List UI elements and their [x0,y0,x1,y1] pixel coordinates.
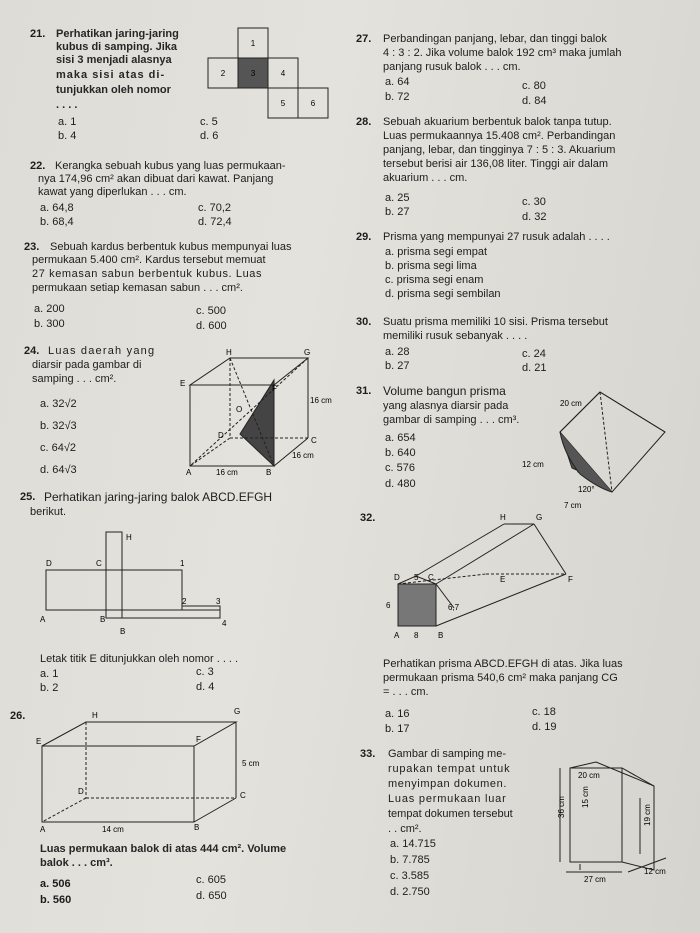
net-vertex-C: C [96,559,102,568]
q25-option-a[interactable]: a. 1 [40,668,59,680]
q29-number: 29. [356,231,372,243]
prism31-bottom-label: 7 cm [564,501,582,510]
q21-option-a[interactable]: a. 1 [58,116,77,128]
q21-line4: maka sisi atas di- [56,69,166,81]
cuboid-label-A: A [40,825,46,834]
q28-number: 28. [356,116,372,128]
q33-line5: tempat dokumen tersebut [388,808,513,820]
q33-option-d[interactable]: d. 2.750 [390,886,430,898]
cube-label-G: G [304,348,311,357]
q33-line4: Luas permukaan luar [388,793,507,805]
q24-option-b[interactable]: b. 32√3 [40,420,77,432]
q21-line6: . . . . [56,99,78,111]
prism31-side-label: 12 cm [522,460,544,469]
box-bottom-label: 27 cm [584,875,606,884]
q28-line4: tersebut berisi air 136,08 liter. Tinggi air dalam [383,158,609,170]
q30-option-a[interactable]: a. 28 [385,346,410,358]
q22-line3: kawat yang diperlukan . . . cm. [38,186,187,198]
q23-option-c[interactable]: c. 500 [196,305,226,317]
q28-line5: akuarium . . . cm. [383,172,468,184]
q28-option-d[interactable]: d. 32 [522,211,547,223]
q29-option-b[interactable]: b. prisma segi lima [385,260,477,272]
prism32-label-E: E [500,575,506,584]
q22-number: 22. [30,160,46,172]
cuboid-width-label: 14 cm [102,825,124,834]
box-depth-label: 12 cm [644,867,666,876]
q31-option-a[interactable]: a. 654 [385,432,416,444]
q22-option-d[interactable]: d. 72,4 [198,216,232,228]
q26-option-d[interactable]: d. 650 [196,890,227,902]
q21-line5: tunjukkan oleh nomor [56,84,171,96]
q23-line3: 27 kemasan sabun berbentuk kubus. Luas [32,268,263,280]
q22-option-c[interactable]: c. 70,2 [198,202,232,214]
q24-line2: diarsir pada gambar di [32,359,142,371]
q25-number: 25. [20,491,36,503]
q29-option-a[interactable]: a. prisma segi empat [385,246,488,258]
q24-line3: samping . . . cm². [32,373,117,385]
q22-option-b[interactable]: b. 68,4 [40,216,74,228]
q27-line1: Perbandingan panjang, lebar, dan tinggi balok [383,33,607,45]
q29-line1: Prisma yang mempunyai 27 rusuk adalah . . . . [383,231,610,243]
q25-line2: berikut. [30,506,67,518]
prism31-top-label: 20 cm [560,399,582,408]
cuboid-label-H: H [92,711,98,720]
cube-label-F: F [272,384,277,393]
q26-option-a[interactable]: a. 506 [40,878,71,890]
q28-line3: panjang, lebar, dan tingginya 7 : 5 : 3. Akuarium [383,144,616,156]
prism32-label-five: 5 [414,573,419,582]
q21-line1: Perhatikan jaring-jaring [56,28,179,40]
q33-line2: rupakan tempat untuk [388,763,511,775]
net-number-2: 2 [182,597,187,606]
cube-side-label-bottom: 16 cm [216,468,238,477]
prism-figure-q31 [520,392,690,516]
prism32-label-C: C [428,573,434,582]
net-vertex-H: H [126,533,132,542]
q30-option-b[interactable]: b. 27 [385,360,410,372]
q28-line2: Luas permukaannya 15.408 cm². Perbandingan [383,130,616,142]
net-label-5: 5 [280,99,286,108]
q32-line2: permukaan prisma 540,6 cm² maka panjang CG [383,672,618,684]
q26-line2: balok . . . cm³. [40,857,113,869]
q25-option-c[interactable]: c. 3 [196,666,214,678]
q25-line1: Perhatikan jaring-jaring balok ABCD.EFGH [44,490,273,504]
net-vertex-A: A [40,615,46,624]
q27-option-a[interactable]: a. 64 [385,76,410,88]
box-top-label: 20 cm [578,771,600,780]
q31-option-c[interactable]: c. 576 [385,462,415,474]
box-right-label: 19 cm [643,804,652,826]
net-label-6: 6 [310,99,316,108]
prism32-label-H: H [500,513,506,522]
q33-line1: Gambar di samping me- [388,748,506,760]
q33-option-c[interactable]: c. 3.585 [390,870,430,882]
q28-option-a[interactable]: a. 25 [385,192,410,204]
cube-label-C: C [311,436,317,445]
q24-number: 24. [24,345,40,357]
cube-label-B: B [266,468,272,477]
q33-number: 33. [360,748,376,760]
q21-number: 21. [30,28,46,40]
q24-option-c[interactable]: c. 64√2 [40,442,77,454]
cuboid-label-F: F [196,735,201,744]
q24-option-a[interactable]: a. 32√2 [40,398,77,410]
q26-line1: Luas permukaan balok di atas 444 cm². Volume [40,843,287,855]
q32-number: 32. [360,512,376,524]
q32-line3: = . . . cm. [383,686,429,698]
cube-figure [180,348,350,478]
q29-option-c[interactable]: c. prisma segi enam [385,274,484,286]
q30-line2: memiliki rusuk sebanyak . . . . [383,330,528,342]
q33-option-b[interactable]: b. 7.785 [390,854,430,866]
cuboid-label-D: D [78,787,84,796]
q31-line3: gambar di samping . . . cm³. [383,414,520,426]
q32-line1: Perhatikan prisma ABCD.EFGH di atas. Jika luas [383,658,623,670]
q31-line1: Volume bangun prisma [383,384,506,398]
q23-option-b[interactable]: b. 300 [34,318,65,330]
cuboid-figure [36,706,276,838]
prism31-angle-label: 120° [578,485,595,494]
q26-option-b[interactable]: b. 560 [40,894,72,906]
q33-line6: . . cm². [388,823,422,835]
prism32-label-six: 6 [386,601,391,610]
q32-option-a[interactable]: a. 16 [385,708,410,720]
cuboid-net-figure [30,528,250,638]
net-label-4: 4 [280,69,286,78]
q31-line2: yang alasnya diarsir pada [383,400,509,412]
q28-line1: Sebuah akuarium berbentuk balok tanpa tutup. [383,116,612,128]
net-label-3: 3 [250,69,256,78]
cube-label-E: E [180,379,186,388]
q30-option-c[interactable]: c. 24 [522,348,546,360]
prism32-label-F: F [568,575,573,584]
q27-line2: 4 : 3 : 2. Jika volume balok 192 cm³ maka jumlah [383,47,622,59]
net-number-1: 1 [180,559,185,568]
q27-number: 27. [356,33,372,45]
prism32-label-diag: 6,7 [448,603,460,612]
q25-option-b[interactable]: b. 2 [40,682,59,694]
prism32-label-A: A [394,631,400,640]
q33-option-a[interactable]: a. 14.715 [390,838,436,850]
cuboid-height-label: 5 cm [242,759,260,768]
q21-line2: kubus di samping. Jika [56,41,178,53]
q23-number: 23. [24,241,40,253]
q23-line2: permukaan 5.400 cm². Kardus tersebut memuat [32,254,266,266]
cube-net-figure [200,28,340,128]
q25-line3: Letak titik E ditunjukkan oleh nomor . . . . [40,653,239,665]
prism32-label-G: G [536,513,543,522]
prism32-label-eight: 8 [414,631,419,640]
q21-line3: sisi 3 menjadi alasnya [56,54,172,66]
net-number-3: 3 [216,597,221,606]
q27-option-c[interactable]: c. 80 [522,80,546,92]
prism-figure-q32 [376,508,576,646]
q29-option-d[interactable]: d. prisma segi sembilan [385,288,501,300]
cuboid-label-B: B [194,823,200,832]
q31-option-b[interactable]: b. 640 [385,447,416,459]
document-box-figure [556,758,686,886]
q23-line4: permukaan setiap kemasan sabun . . . cm². [32,282,243,294]
cuboid-label-G: G [234,707,241,716]
q22-line1: Kerangka sebuah kubus yang luas permukaan- [55,160,286,172]
cube-label-D: D [218,431,224,440]
prism32-label-B: B [438,631,444,640]
net-label-1: 1 [250,39,256,48]
q30-number: 30. [356,316,372,328]
prism32-label-D: D [394,573,400,582]
q30-line1: Suatu prisma memiliki 10 sisi. Prisma tersebut [383,316,608,328]
q21-option-c[interactable]: c. 5 [200,116,218,128]
q32-option-d[interactable]: d. 19 [532,721,557,733]
q24-line1: Luas daerah yang [48,345,156,357]
q28-option-c[interactable]: c. 30 [522,196,546,208]
box-left-label: 36 cm [557,796,566,818]
net-vertex-B1: B [100,615,106,624]
q24-option-d[interactable]: d. 64√3 [40,464,77,476]
cube-label-O: O [236,405,243,414]
q23-option-d[interactable]: d. 600 [196,320,227,332]
q26-number: 26. [10,710,26,722]
q22-option-a[interactable]: a. 64,8 [40,202,74,214]
q26-option-c[interactable]: c. 605 [196,874,226,886]
q23-line1: Sebuah kardus berbentuk kubus mempunyai luas [50,241,292,253]
q30-option-d[interactable]: d. 21 [522,362,547,374]
q21-option-b[interactable]: b. 4 [58,130,77,142]
q28-option-b[interactable]: b. 27 [385,206,410,218]
q31-number: 31. [356,385,372,397]
net-label-2: 2 [220,69,226,78]
net-vertex-B2: B [120,627,126,636]
q27-option-b[interactable]: b. 72 [385,91,410,103]
cuboid-label-C: C [240,791,246,800]
q32-option-c[interactable]: c. 18 [532,706,556,718]
box-inner-label: 15 cm [581,786,590,808]
cube-label-H: H [226,348,232,357]
q21-option-d[interactable]: d. 6 [200,130,219,142]
cube-label-A: A [186,468,192,477]
q31-option-d[interactable]: d. 480 [385,478,416,490]
q32-option-b[interactable]: b. 17 [385,723,410,735]
q22-line2: nya 174,96 cm² akan dibuat dari kawat. Panjang [38,173,274,185]
net-number-4: 4 [222,619,227,628]
q33-line3: menyimpan dokumen. [388,778,508,790]
q25-option-d[interactable]: d. 4 [196,681,215,693]
cube-side-label-right: 16 cm [310,396,332,405]
q27-line3: panjang rusuk balok . . . cm. [383,61,521,73]
cube-side-label-depth: 16 cm [292,451,314,460]
q23-option-a[interactable]: a. 200 [34,303,65,315]
cuboid-label-E: E [36,737,42,746]
net-vertex-D: D [46,559,52,568]
q27-option-d[interactable]: d. 84 [522,95,547,107]
